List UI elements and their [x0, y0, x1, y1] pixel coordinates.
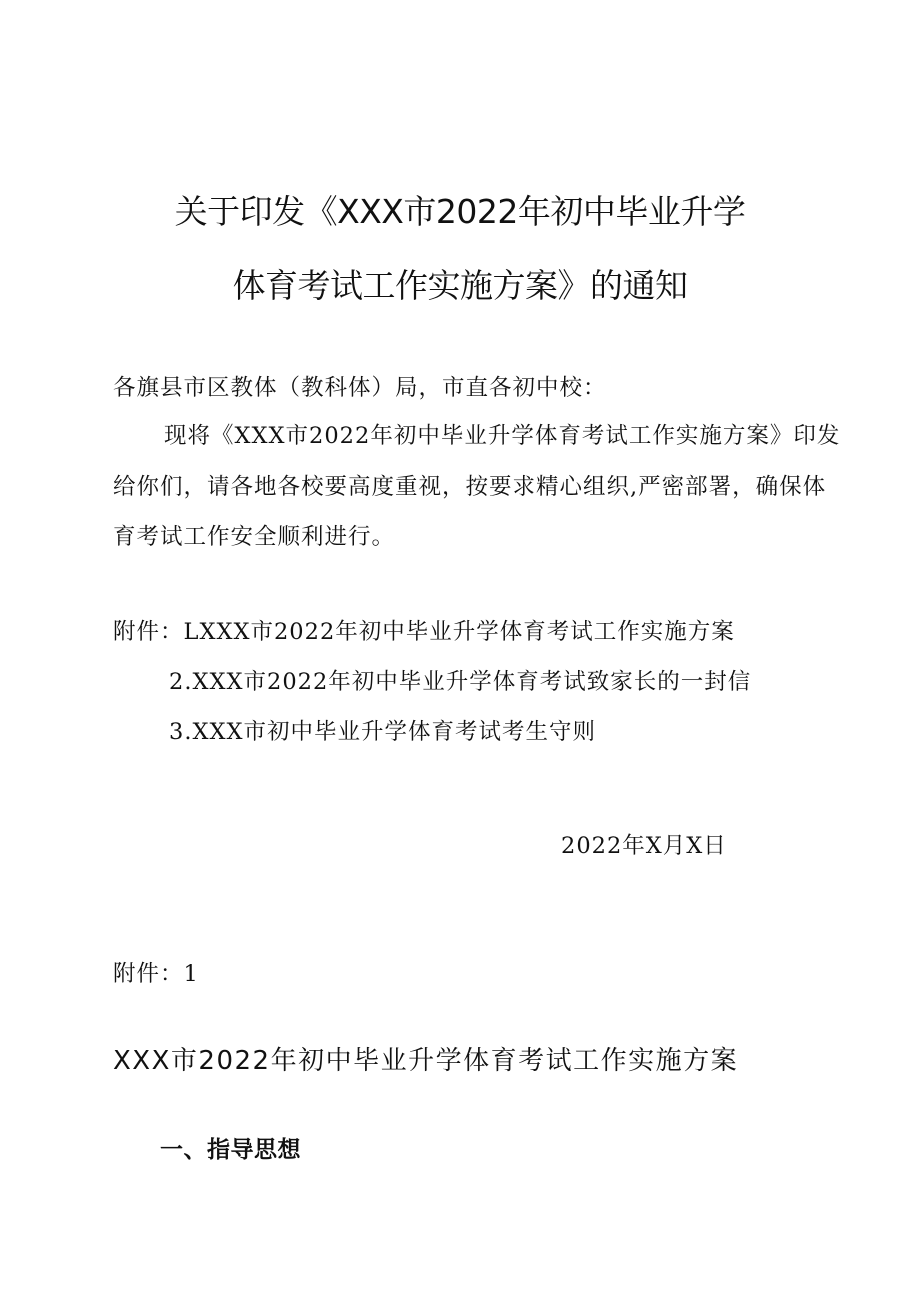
- body-paragraph-line-1: 现将《XXX市2022年初中毕业升学体育考试工作实施方案》印发: [164, 423, 841, 449]
- notice-title-line-2: 体育考试工作实施方案》的通知: [232, 266, 688, 305]
- plan-title: XXX市2022年初中毕业升学体育考试工作实施方案: [113, 1046, 739, 1076]
- notice-title-line-1: 关于印发《XXX市2022年初中毕业升学: [174, 192, 746, 231]
- body-paragraph-line-3: 育考试工作安全顺利进行。: [113, 524, 396, 550]
- issue-date: 2022年X月X日: [561, 833, 727, 859]
- attachment-item-2: 2.XXX市2022年初中毕业升学体育考试致家长的一封信: [169, 669, 752, 695]
- attachment-item-3: 3.XXX市初中毕业升学体育考试考生守则: [169, 719, 597, 745]
- salutation: 各旗县市区教体（教科体）局，市直各初中校：: [113, 375, 607, 401]
- body-paragraph-line-2: 给你们，请各地各校要高度重视，按要求精心组织,严密部署，确保体: [113, 474, 827, 500]
- attachment-item-1: 附件：LXXX市2022年初中毕业升学体育考试工作实施方案: [113, 619, 735, 645]
- section-heading-guiding-ideology: 一、指导思想: [160, 1137, 301, 1163]
- attachment-1-label: 附件：1: [113, 961, 199, 987]
